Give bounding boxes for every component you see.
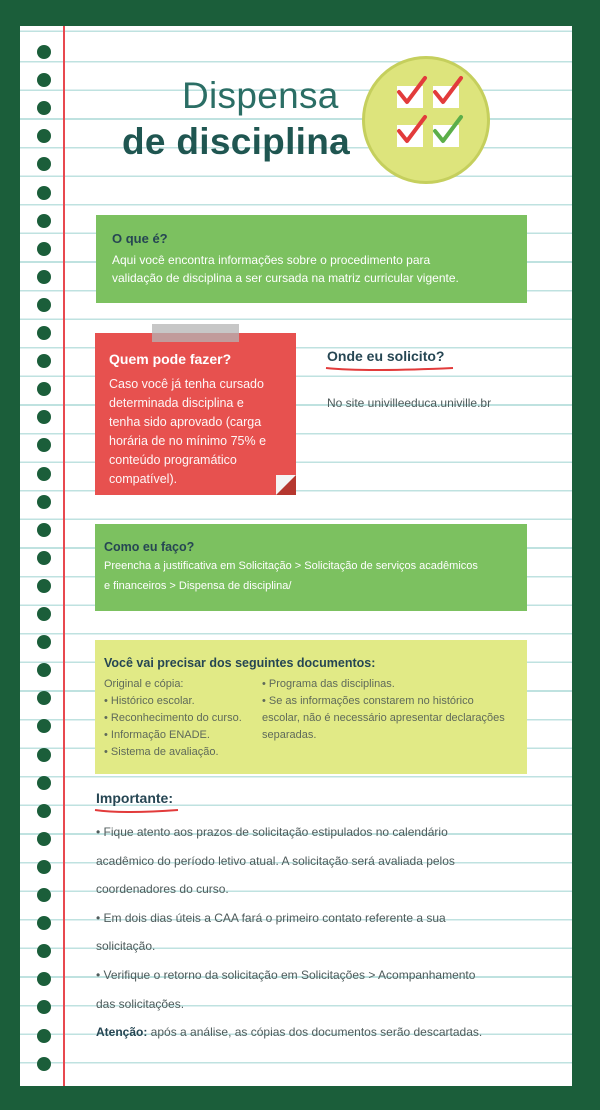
important-line: coordenadores do curso.: [96, 882, 229, 897]
important-line: das solicitações.: [96, 996, 185, 1011]
red-check-icon: [395, 113, 425, 147]
binder-hole: [37, 354, 51, 368]
binder-hole: [37, 860, 51, 874]
binder-hole: [37, 748, 51, 762]
document-item: • Sistema de avaliação.: [104, 746, 219, 758]
who-can-line: conteúdo programático: [109, 453, 237, 467]
documents-right-list: [262, 676, 505, 744]
binder-hole: [37, 101, 51, 115]
binder-hole: [37, 438, 51, 452]
binder-hole: [37, 972, 51, 986]
checkbox-icon: [433, 125, 459, 147]
binder-hole: [37, 804, 51, 818]
where-text: No site univilleeduca.univille.br: [327, 396, 492, 410]
where-underline: [325, 363, 455, 373]
important-line: • Verifique o retorno da solicitação em Solicitações > Acompanhamento: [96, 967, 476, 982]
document-item: • Histórico escolar.: [104, 695, 195, 707]
binder-hole: [37, 916, 51, 930]
attention-note: [96, 1018, 482, 1047]
checkbox-icon: [433, 86, 459, 108]
binder-hole: [37, 186, 51, 200]
binder-hole: [37, 663, 51, 677]
document-item: • Informação ENADE.: [104, 729, 210, 741]
binder-hole: [37, 129, 51, 143]
binder-hole: [37, 326, 51, 340]
document-item: • Se as informações constarem no histórico: [262, 695, 474, 707]
binder-hole: [37, 776, 51, 790]
important-list: [96, 818, 482, 1047]
document-item: • Programa das disciplinas.: [262, 678, 395, 690]
attention-label: Atenção:: [96, 1025, 148, 1040]
what-is-box: [96, 215, 527, 303]
red-check-icon: [431, 74, 461, 108]
margin-line: [63, 26, 65, 1086]
red-check-icon: [395, 74, 425, 108]
binder-hole: [37, 523, 51, 537]
what-is-heading: O que é?: [112, 231, 168, 246]
binder-hole: [37, 607, 51, 621]
binder-hole: [37, 1029, 51, 1043]
document-item: separadas.: [262, 729, 317, 741]
what-is-text-1: Aqui você encontra informações sobre o procedimento para: [112, 253, 431, 267]
attention-text: após a análise, as cópias dos documentos serão descartadas.: [147, 1025, 483, 1040]
binder-hole: [37, 888, 51, 902]
document-item: escolar, não é necessário apresentar declarações: [262, 712, 505, 724]
binder-hole: [37, 691, 51, 705]
binder-hole: [37, 382, 51, 396]
notebook-page: [20, 26, 572, 1086]
important-heading: Importante:: [96, 790, 173, 806]
important-line: • Fique atento aos prazos de solicitação estipulados no calendário: [96, 825, 448, 839]
binder-hole: [37, 214, 51, 228]
who-can-line: compatível).: [109, 472, 178, 486]
binder-hole: [37, 1000, 51, 1014]
document-item: • Reconhecimento do curso.: [104, 712, 242, 724]
binder-hole: [37, 551, 51, 565]
who-can-line: horária de no mínimo 75% e: [109, 434, 267, 448]
how-box: [95, 524, 527, 611]
documents-heading: Você vai precisar dos seguintes documentos:: [104, 656, 376, 670]
binder-hole: [37, 298, 51, 312]
title-line-1: Dispensa: [182, 75, 339, 116]
how-text-2: e financeiros > Dispensa de disciplina/: [104, 580, 292, 592]
important-line: • Em dois dias úteis a CAA fará o primeiro contato referente a sua: [96, 910, 446, 925]
who-can-heading: Quem pode fazer?: [109, 351, 232, 367]
who-can-card: [95, 333, 296, 495]
binder-hole: [37, 467, 51, 481]
binder-hole: [37, 45, 51, 59]
documents-box: [95, 640, 527, 774]
binder-hole: [37, 635, 51, 649]
binder-hole: [37, 242, 51, 256]
checkbox-icon: [397, 125, 423, 147]
binder-hole: [37, 270, 51, 284]
checklist-badge-icon: [362, 56, 490, 184]
where-heading: Onde eu solicito?: [327, 348, 445, 364]
important-underline: [94, 805, 180, 815]
binder-hole: [37, 495, 51, 509]
checkbox-icon: [397, 86, 423, 108]
binder-hole: [37, 73, 51, 87]
who-can-line: Caso você já tenha cursado: [109, 377, 264, 391]
how-text-1: Preencha a justificativa em Solicitação > Solicitação de serviços acadêmicos: [104, 560, 478, 572]
what-is-text-2: validação de disciplina a ser cursada na matriz curricular vigente.: [112, 271, 459, 285]
binder-hole: [37, 1057, 51, 1071]
document-item: Original e cópia:: [104, 678, 184, 690]
binder-hole: [37, 579, 51, 593]
who-can-line: tenha sido aprovado (carga: [109, 415, 262, 429]
who-can-line: determinada disciplina e: [109, 396, 244, 410]
documents-left-list: [104, 676, 242, 761]
binder-hole: [37, 410, 51, 424]
how-heading: Como eu faço?: [104, 540, 195, 554]
binder-hole: [37, 157, 51, 171]
who-can-text: [109, 375, 266, 489]
binder-hole: [37, 944, 51, 958]
page-fold-corner: [276, 475, 296, 495]
tape-strip: [152, 324, 239, 342]
green-check-icon: [431, 113, 461, 147]
binder-hole: [37, 832, 51, 846]
important-line: acadêmico do período letivo atual. A solicitação será avaliada pelos: [96, 853, 455, 868]
binder-hole: [37, 719, 51, 733]
title-line-2: de disciplina: [122, 121, 351, 162]
important-line: solicitação.: [96, 939, 156, 954]
